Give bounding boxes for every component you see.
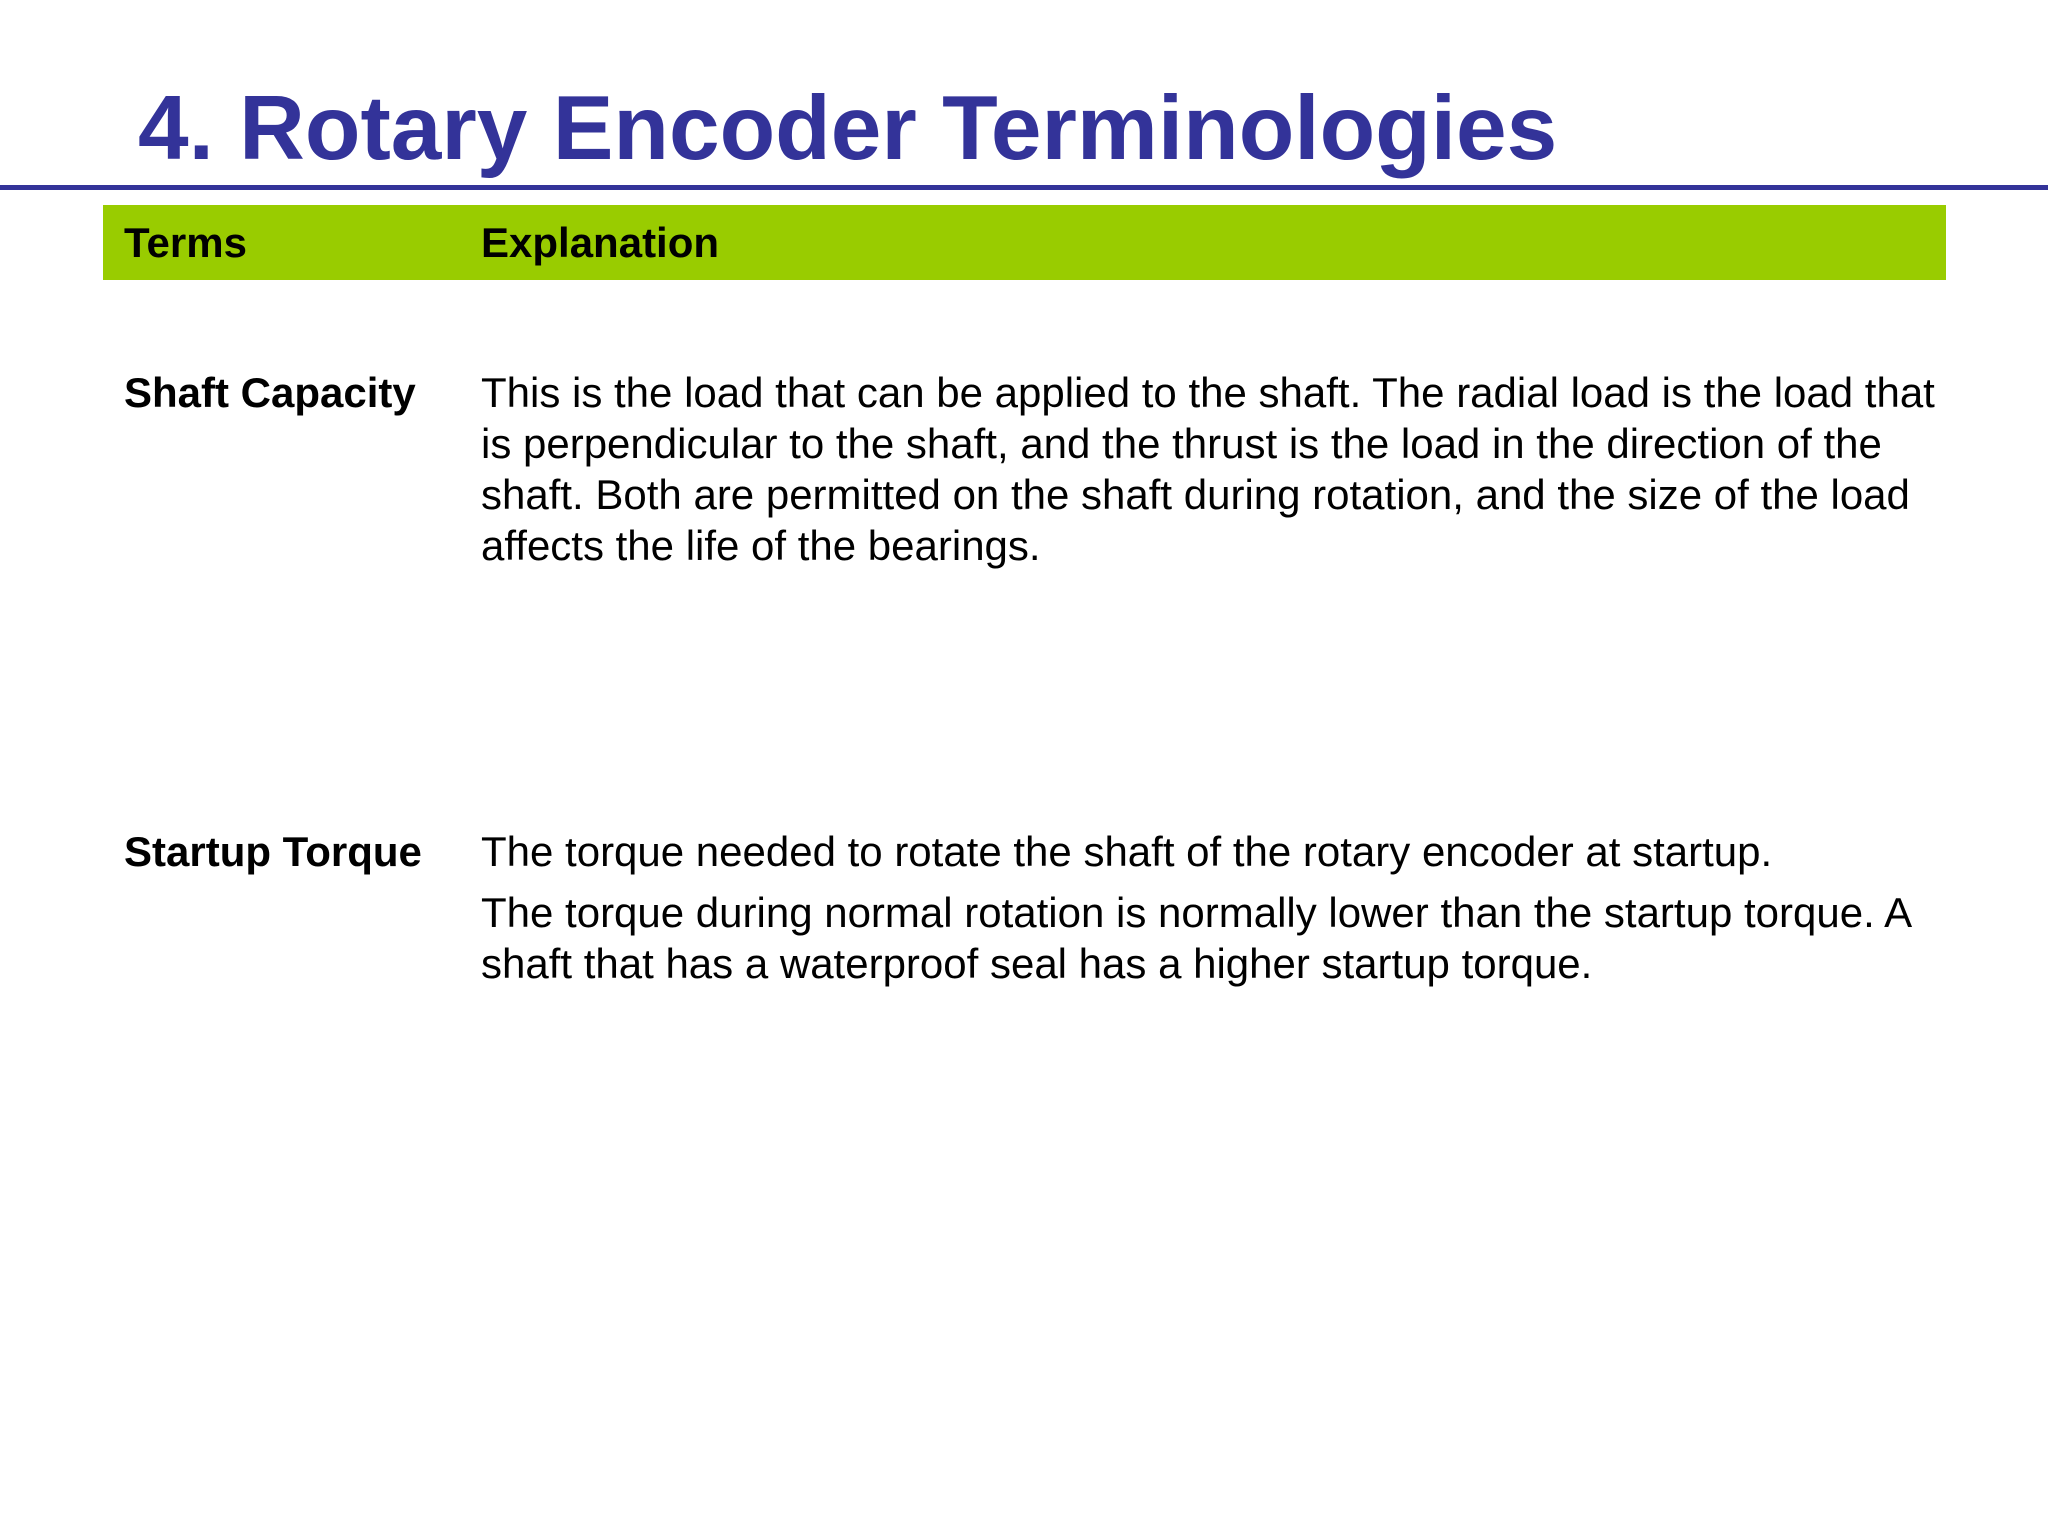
- page-title: 4. Rotary Encoder Terminologies: [138, 78, 1558, 179]
- terms-table: [103, 205, 1946, 987]
- explanation-paragraph: The torque needed to rotate the shaft of the rotary encoder at startup.: [481, 828, 1773, 875]
- explanation-shaft-capacity: [481, 367, 1941, 571]
- title-divider: [0, 185, 2048, 190]
- term-startup-torque: Startup Torque: [124, 828, 422, 875]
- term-shaft-capacity: Shaft Capacity: [124, 369, 416, 416]
- table-row: [103, 367, 1946, 587]
- header-explanation: Explanation: [481, 219, 720, 266]
- table-header-row: [103, 205, 1946, 280]
- table-row: [103, 826, 1946, 1006]
- explanation-paragraph: This is the load that can be applied to the shaft. The radial load is the load that is perpendicular to the shaft, and the thrust is the load in the direction of the shaft. Both are permitted on the shaft during rotation, and the size of the load affects the life of the bearings.: [481, 369, 1935, 569]
- header-terms: Terms: [124, 219, 247, 266]
- explanation-startup-torque: [481, 826, 1941, 989]
- explanation-paragraph: The torque during normal rotation is normally lower than the startup torque. A shaft that has a waterproof seal has a higher startup torque.: [481, 889, 1910, 987]
